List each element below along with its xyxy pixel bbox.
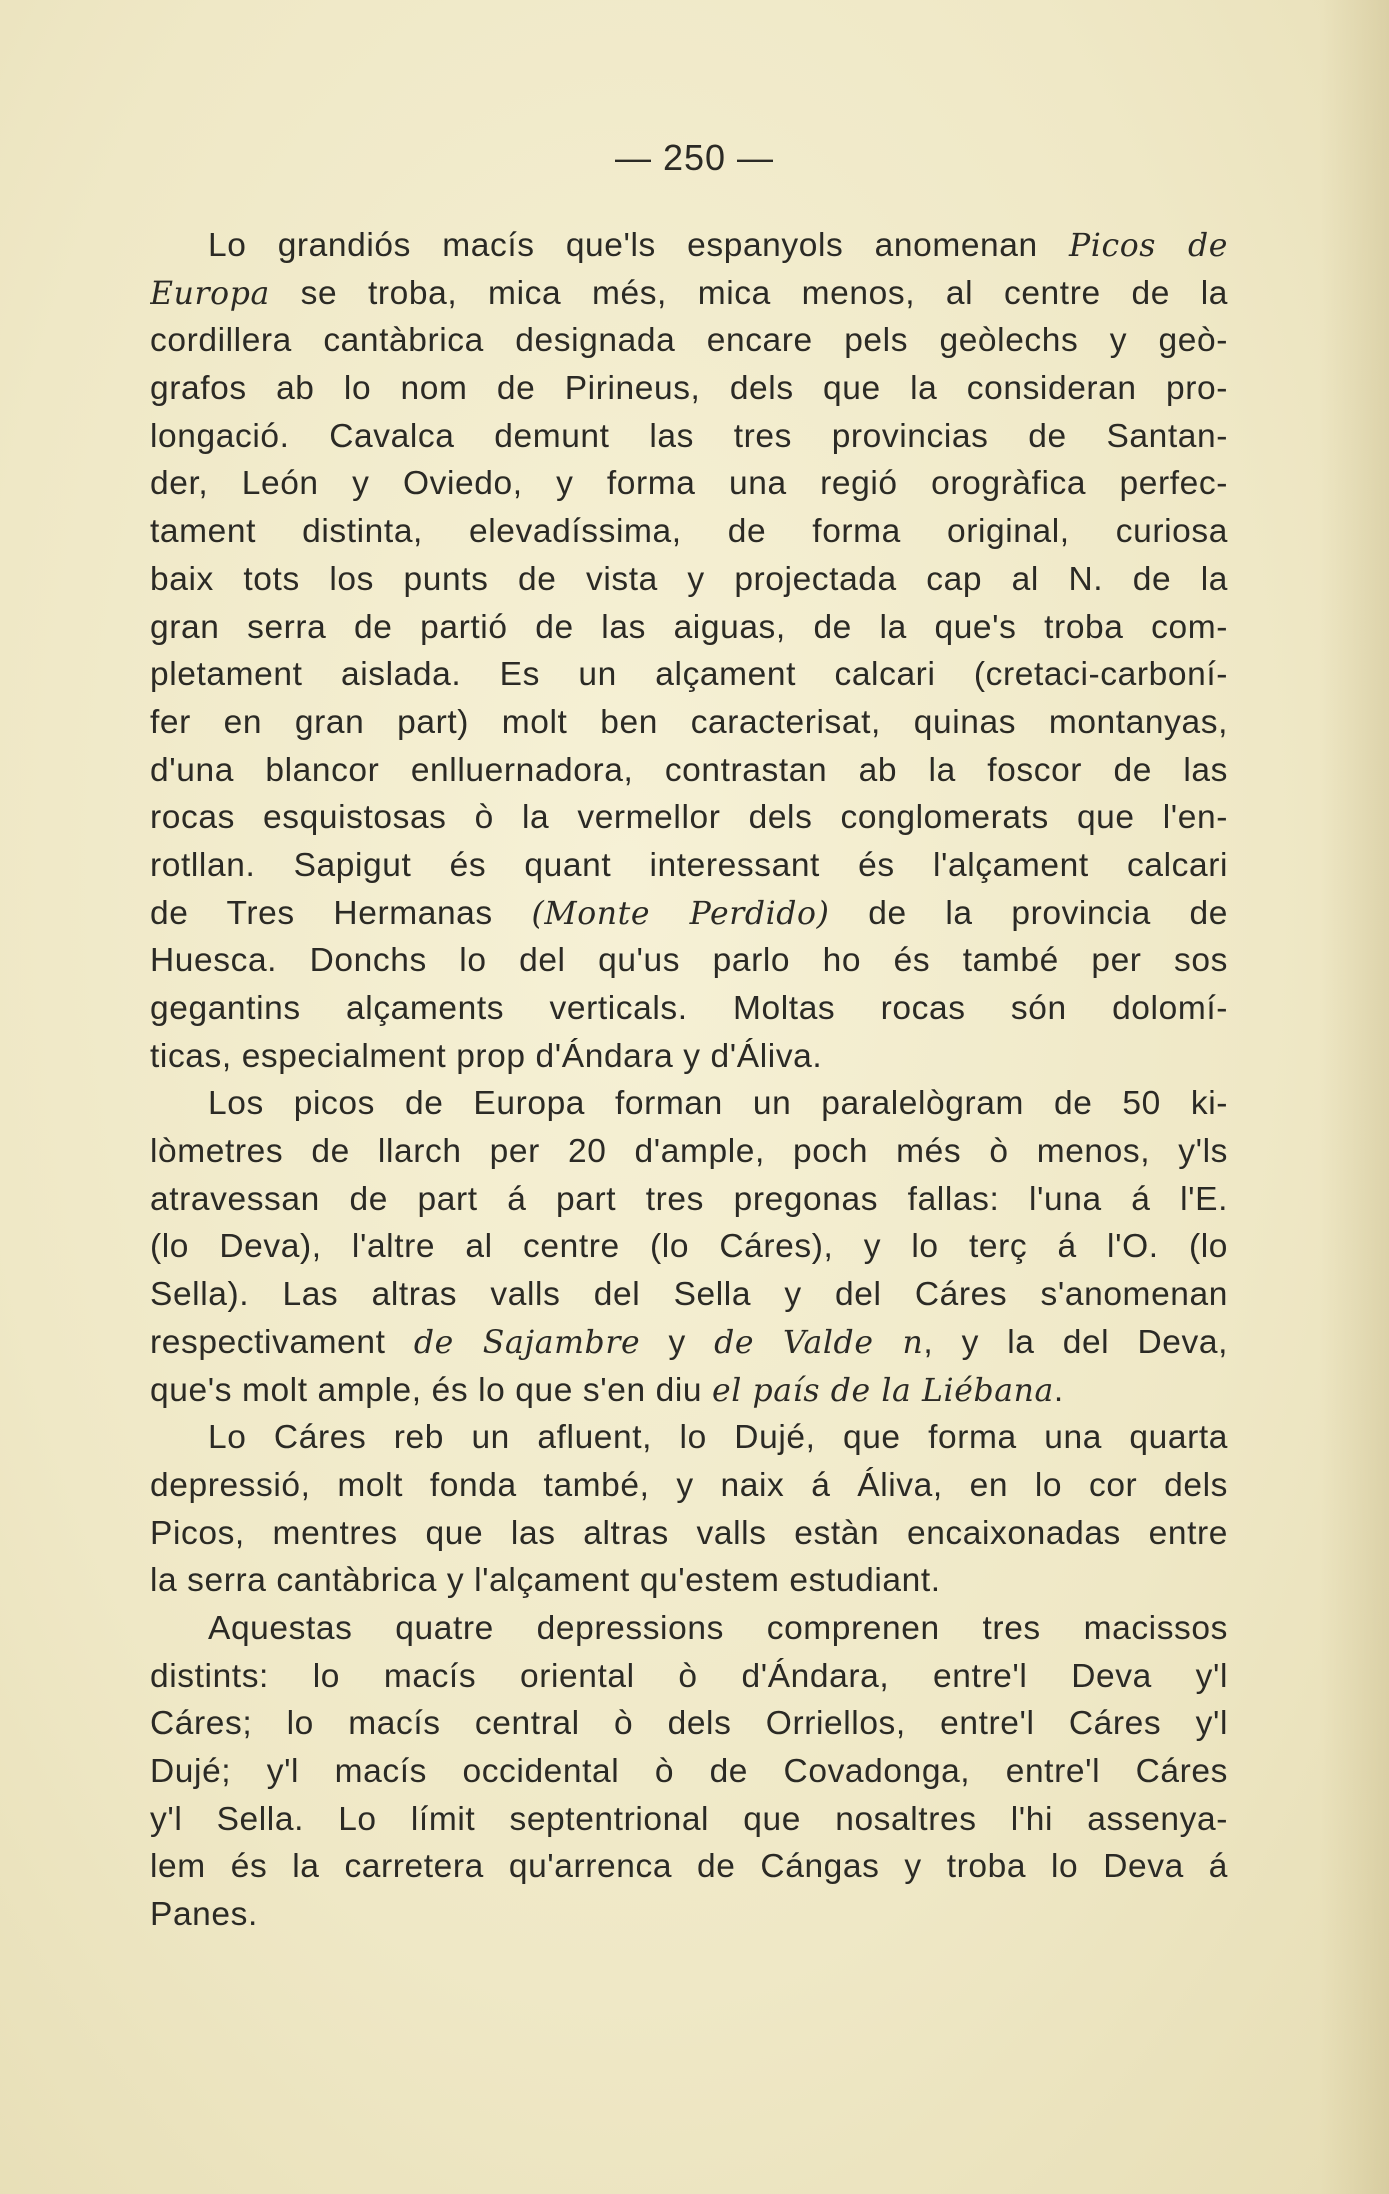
italic-text-run: de Sajambre (413, 1324, 641, 1361)
text-run: fer en gran part) molt ben caracterisat, quinas montanyas, (150, 703, 1228, 741)
text-run: Aquestas quatre depressions comprenen tres macissos (208, 1609, 1228, 1647)
italic-text-run: Picos de (1069, 228, 1228, 264)
text-line (150, 222, 1228, 270)
text-run: que's molt ample, és lo que s'en diu (150, 1371, 712, 1409)
text-line (150, 1414, 1228, 1462)
text-line (150, 1748, 1228, 1796)
italic-text-run: el país de la Liébana (712, 1372, 1054, 1409)
text-run: depressió, molt fonda també, y naix á Áliva, en lo cor dels (150, 1466, 1228, 1504)
text-line (150, 1223, 1228, 1271)
text-line (150, 1605, 1228, 1653)
text-line (150, 1462, 1228, 1510)
text-run: Sella). Las altras valls del Sella y del Cáres s'anomenan (150, 1276, 1228, 1314)
text-run: rotllan. Sapigut és quant interessant és l'alçament calcari (150, 846, 1228, 884)
text-run: . (1053, 1371, 1064, 1409)
text-line (150, 317, 1228, 365)
text-line (150, 1080, 1228, 1128)
italic-text-run: (Monte Perdido) (531, 895, 830, 932)
text-run: respectivament (150, 1323, 414, 1361)
paragraph (150, 1080, 1228, 1414)
text-run: distints: lo macís oriental ò d'Ándara, entre'l Deva y'l (150, 1657, 1228, 1695)
text-line (150, 1271, 1228, 1319)
text-line (150, 1367, 1228, 1415)
text-line (150, 413, 1228, 461)
text-run: Panes. (150, 1896, 258, 1934)
text-run: Cáres; lo macís central ò dels Orriellos, entre'l Cáres y'l (150, 1705, 1228, 1743)
italic-text-run: Europa (150, 275, 270, 312)
text-run: Lo grandiós macís que'ls espanyols anomenan (208, 227, 1069, 264)
page-edge-shadow (1319, 0, 1389, 2194)
text-line (150, 890, 1228, 938)
text-run: Lo Cáres reb un afluent, lo Dujé, que forma una quarta (208, 1419, 1228, 1457)
italic-text-run: de Valde n (714, 1324, 924, 1361)
paragraph (150, 222, 1228, 1080)
text-line (150, 747, 1228, 795)
text-line (150, 1891, 1228, 1939)
text-line (150, 842, 1228, 890)
text-run: pletament aislada. Es un alçament calcari (cretaci-carboní- (150, 656, 1228, 694)
text-run: tament distinta, elevadíssima, de forma original, curiosa (150, 513, 1228, 551)
text-run: rocas esquistosas ò la vermellor dels conglomerats que l'en- (150, 799, 1228, 837)
text-run: gran serra de partió de las aiguas, de la que's troba com- (150, 608, 1228, 646)
text-line (150, 699, 1228, 747)
text-run: d'una blancor enlluernadora, contrastan ab la foscor de las (150, 751, 1228, 789)
body-text (150, 222, 1228, 1939)
text-line (150, 1557, 1228, 1605)
text-run: grafos ab lo nom de Pirineus, dels que la consideran pro- (150, 370, 1228, 408)
text-line (150, 1653, 1228, 1701)
text-line (150, 1843, 1228, 1891)
text-run: Dujé; y'l macís occidental ò de Covadonga, entre'l Cáres (150, 1753, 1228, 1790)
paragraph (150, 1605, 1228, 1939)
text-run: (lo Deva), l'altre al centre (lo Cáres), y lo terç á l'O. (lo (150, 1228, 1228, 1266)
text-run: ticas, especialment prop d'Ándara y d'Áliva. (150, 1037, 823, 1075)
text-run: longació. Cavalca demunt las tres provincias de Santan- (150, 417, 1228, 455)
text-run: lem és la carretera qu'arrenca de Cángas y troba lo Deva á (150, 1848, 1228, 1886)
text-line (150, 937, 1228, 985)
text-line (150, 651, 1228, 699)
text-run: lòmetres de llarch per 20 d'ample, poch més ò menos, y'ls (150, 1133, 1228, 1171)
text-run: Los picos de Europa forman un paralelògram de 50 ki- (208, 1085, 1228, 1123)
paragraph (150, 1414, 1228, 1605)
text-run: y (640, 1323, 715, 1361)
text-run: atravessan de part á part tres pregonas fallas: l'una á l'E. (150, 1180, 1228, 1218)
text-line (150, 460, 1228, 508)
text-run: la serra cantàbrica y l'alçament qu'estem estudiant. (150, 1562, 941, 1600)
text-line (150, 794, 1228, 842)
text-run: baix tots los punts de vista y projectada cap al N. de la (150, 560, 1228, 598)
text-run: der, León y Oviedo, y forma una regió orogràfica perfec- (150, 465, 1228, 503)
text-line (150, 365, 1228, 413)
text-line (150, 985, 1228, 1033)
text-run: Picos, mentres que las altras valls estàn encaixonadas entre (150, 1514, 1228, 1552)
text-line (150, 604, 1228, 652)
text-run: y'l Sella. Lo límit septentrional que nosaltres l'hi assenya- (150, 1800, 1228, 1838)
text-line (150, 1796, 1228, 1844)
text-run: de Tres Hermanas (150, 894, 532, 932)
text-line (150, 1510, 1228, 1558)
page-number: — 250 — (614, 137, 775, 178)
text-line (150, 1176, 1228, 1224)
text-line (150, 270, 1228, 318)
text-run: cordillera cantàbrica designada encare pels geòlechs y geò- (150, 322, 1228, 360)
text-run: Huesca. Donchs lo del qu'us parlo ho és també per sos (150, 942, 1228, 980)
text-run: se troba, mica més, mica menos, al centre de la (269, 274, 1228, 312)
text-line (150, 508, 1228, 556)
text-line (150, 1128, 1228, 1176)
text-run: , y la del Deva, (923, 1323, 1228, 1361)
text-line (150, 1033, 1228, 1081)
text-run: gegantins alçaments verticals. Moltas rocas són dolomí- (150, 990, 1228, 1027)
text-line (150, 556, 1228, 604)
text-line (150, 1319, 1228, 1367)
text-line (150, 1700, 1228, 1748)
text-run: de la provincia de (829, 894, 1228, 932)
